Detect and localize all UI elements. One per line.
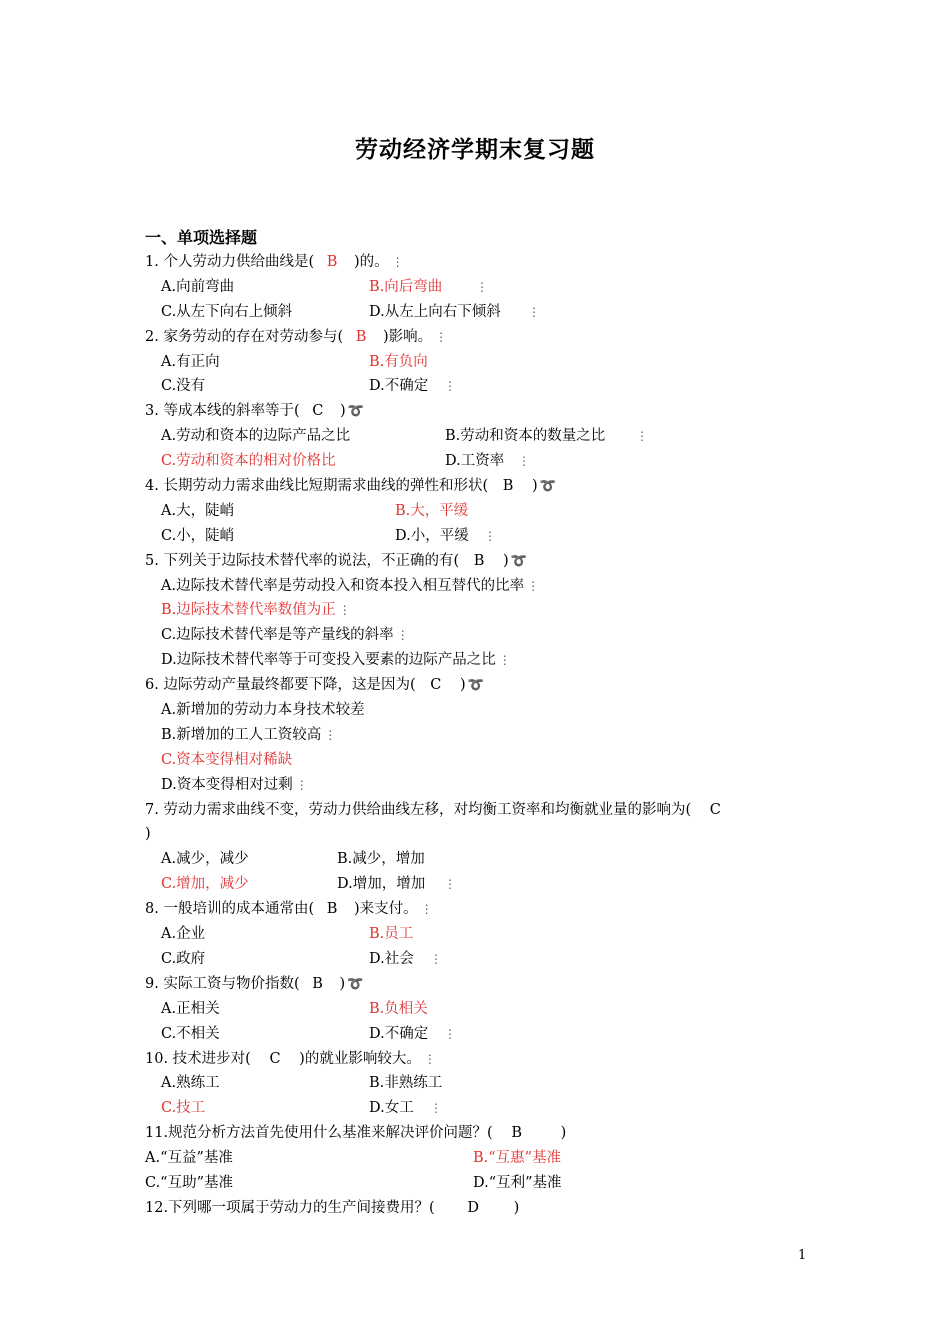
question-tail: ) <box>502 552 509 569</box>
section-heading: 一、单项选择题 <box>145 228 258 247</box>
option-b: B.“互惠”基准 <box>473 1150 562 1167</box>
options-row <box>145 1171 825 1196</box>
paragraph-mark-icon: ⋮ <box>420 902 433 917</box>
question-tail: ) <box>339 403 346 420</box>
paragraph-mark-icon: ⋮ <box>518 454 530 469</box>
link-mark-icon: ➰ <box>510 553 527 569</box>
link-mark-icon: ➰ <box>347 404 364 420</box>
option-b: B.边际技术替代率数值为正 <box>161 602 336 619</box>
options-row <box>145 300 825 325</box>
question-stem: 7. 劳动力需求曲线不变，劳动力供给曲线左移，对均衡工资率和均衡就业量的影响为( <box>145 801 692 818</box>
question-tail: ) <box>459 677 466 694</box>
question-stem: 12.下列哪一项属于劳动力的生产间接费用？( <box>145 1199 435 1216</box>
option-a: A.向前弯曲 <box>161 278 235 295</box>
question-list <box>145 250 825 1221</box>
options-row <box>145 1096 825 1121</box>
options-row <box>145 524 825 549</box>
options-row <box>145 872 825 897</box>
question-12 <box>145 1196 825 1221</box>
paragraph-mark-icon: ⋮ <box>476 279 488 294</box>
answer-letter: B <box>326 254 338 270</box>
options-row <box>145 1022 825 1047</box>
option-c: C.资本变得相对稀缺 <box>161 751 293 768</box>
options-row <box>145 424 825 449</box>
option-c: C.政府 <box>161 950 206 967</box>
option-row <box>145 598 825 623</box>
question-stem: 10. 技术进步对( <box>145 1050 251 1067</box>
question-stem: 3. 等成本线的斜率等于( <box>145 403 300 420</box>
options-row <box>145 1071 825 1096</box>
option-c: C.边际技术替代率是等产量线的斜率 <box>161 627 394 644</box>
paragraph-mark-icon: ⋮ <box>391 255 404 269</box>
question-4 <box>145 474 825 499</box>
option-c: C.不相关 <box>161 1025 220 1042</box>
option-row <box>145 574 825 599</box>
question-tail: )来支付。 <box>353 901 418 918</box>
option-d: D.工资率 <box>445 453 505 470</box>
option-d: D.不确定 <box>369 378 429 395</box>
option-c: C.小，陡峭 <box>161 527 235 544</box>
answer-letter: B <box>312 975 323 992</box>
option-b: B.减少，增加 <box>337 851 425 868</box>
option-row <box>145 648 825 673</box>
answer-letter: B <box>473 552 485 569</box>
question-tail: )的。 <box>353 254 389 270</box>
paragraph-mark-icon: ⋮ <box>528 304 540 319</box>
question-tail: ) <box>531 478 538 495</box>
question-stem: 4. 长期劳动力需求曲线比短期需求曲线的弹性和形状( <box>145 478 489 495</box>
option-a: A.新增加的劳动力本身技术较差 <box>161 702 365 719</box>
options-row <box>145 922 825 947</box>
option-a: A.企业 <box>161 926 206 943</box>
link-mark-icon: ➰ <box>539 479 556 495</box>
link-mark-icon: ➰ <box>347 976 364 992</box>
question-3 <box>145 399 825 424</box>
question-7-continued <box>145 822 825 847</box>
option-d: D.小，平缓 <box>395 527 469 544</box>
option-row <box>145 623 825 648</box>
question-6 <box>145 673 825 698</box>
option-b: B.有负向 <box>369 353 428 370</box>
question-9 <box>145 972 825 997</box>
question-5 <box>145 549 825 574</box>
question-7 <box>145 798 825 823</box>
question-1 <box>145 250 825 275</box>
link-mark-icon: ➰ <box>467 678 484 694</box>
answer-letter: C <box>709 801 721 818</box>
option-d: D.不确定 <box>369 1025 429 1042</box>
paragraph-mark-icon: ⋮ <box>444 877 456 892</box>
option-row <box>145 698 825 723</box>
question-tail: ) <box>145 826 151 843</box>
option-a: A.减少，减少 <box>161 851 249 868</box>
paragraph-mark-icon: ⋮ <box>435 329 448 344</box>
option-d: D.从左上向右下倾斜 <box>369 303 501 320</box>
question-2 <box>145 325 825 350</box>
paragraph-mark-icon: ⋮ <box>396 628 409 643</box>
question-tail: )影响。 <box>382 328 433 345</box>
option-d: D.边际技术替代率等于可变投入要素的边际产品之比 <box>161 652 496 669</box>
option-row <box>145 723 825 748</box>
options-row <box>145 499 825 524</box>
question-10 <box>145 1047 825 1072</box>
answer-letter: C <box>430 677 442 694</box>
page-number: 1 <box>798 1248 807 1263</box>
option-a: A.有正向 <box>161 353 220 370</box>
answer-letter: C <box>312 403 324 420</box>
paragraph-mark-icon: ⋮ <box>636 429 648 444</box>
option-row <box>145 748 825 773</box>
option-a: A.正相关 <box>161 1000 220 1017</box>
question-8 <box>145 897 825 922</box>
question-tail: ) <box>560 1125 567 1142</box>
answer-letter: B <box>326 901 338 918</box>
option-d: D.“互利”基准 <box>473 1174 562 1191</box>
paragraph-mark-icon: ⋮ <box>324 727 337 742</box>
option-a: A.熟练工 <box>161 1075 220 1092</box>
option-d: D.女工 <box>369 1100 414 1117</box>
paragraph-mark-icon: ⋮ <box>444 379 456 394</box>
option-b: B.新增加的工人工资较高 <box>161 726 322 743</box>
option-b: B.劳动和资本的数量之比 <box>445 428 606 445</box>
options-row <box>145 947 825 972</box>
option-b: B.负相关 <box>369 1000 428 1017</box>
paragraph-mark-icon: ⋮ <box>430 1101 442 1116</box>
question-stem: 9. 实际工资与物价指数( <box>145 975 300 992</box>
options-row <box>145 847 825 872</box>
question-stem: 11.规范分析方法首先使用什么基准来解决评价问题？( <box>145 1125 493 1142</box>
option-a: A.劳动和资本的边际产品之比 <box>161 428 351 445</box>
option-a: A.大，陡峭 <box>161 502 235 519</box>
answer-letter: B <box>502 478 514 495</box>
option-c: C.从左下向右上倾斜 <box>161 303 293 320</box>
answer-letter: D <box>467 1199 479 1216</box>
option-c: C.技工 <box>161 1100 206 1117</box>
answer-letter: C <box>269 1050 281 1067</box>
options-row <box>145 374 825 399</box>
option-d: D.增加，增加 <box>337 876 426 893</box>
page-title: 劳动经济学期末复习题 <box>355 137 595 163</box>
option-a: A.“互益”基准 <box>145 1150 233 1167</box>
question-tail: ) <box>339 975 346 992</box>
question-tail: )的就业影响较大。 <box>299 1050 421 1067</box>
question-stem: 8. 一般培训的成本通常由( <box>145 901 315 918</box>
paragraph-mark-icon: ⋮ <box>423 1051 436 1066</box>
option-b: B.非熟练工 <box>369 1075 443 1092</box>
answer-letter: B <box>355 328 367 345</box>
question-stem: 6. 边际劳动产量最终都要下降，这是因为( <box>145 677 416 694</box>
question-11 <box>145 1121 825 1146</box>
paragraph-mark-icon: ⋮ <box>527 578 540 593</box>
options-row <box>145 997 825 1022</box>
options-row <box>145 1146 825 1171</box>
paragraph-mark-icon: ⋮ <box>484 528 496 543</box>
paragraph-mark-icon: ⋮ <box>498 653 511 668</box>
option-b: B.向后弯曲 <box>369 278 443 295</box>
question-stem: 1. 个人劳动力供给曲线是( <box>145 254 315 270</box>
option-b: B.大，平缓 <box>395 502 469 519</box>
options-row <box>145 350 825 375</box>
option-d: D.社会 <box>369 950 414 967</box>
question-stem: 5. 下列关于边际技术替代率的说法，不正确的有( <box>145 552 460 569</box>
option-b: B.员工 <box>369 926 414 943</box>
option-c: C.劳动和资本的相对价格比 <box>161 453 336 470</box>
option-c: C.没有 <box>161 378 206 395</box>
option-d: D.资本变得相对过剩 <box>161 776 293 793</box>
options-row <box>145 449 825 474</box>
options-row <box>145 275 825 300</box>
question-stem: 2. 家务劳动的存在对劳动参与( <box>145 328 344 345</box>
option-a: A.边际技术替代率是劳动投入和资本投入相互替代的比率 <box>161 577 525 594</box>
paragraph-mark-icon: ⋮ <box>444 1026 456 1041</box>
answer-letter: B <box>511 1125 522 1142</box>
paragraph-mark-icon: ⋮ <box>430 951 442 966</box>
paragraph-mark-icon: ⋮ <box>338 603 351 618</box>
option-row <box>145 773 825 798</box>
question-tail: ) <box>513 1199 520 1216</box>
paragraph-mark-icon: ⋮ <box>295 777 308 792</box>
option-c: C.增加，减少 <box>161 876 249 893</box>
option-c: C.“互助”基准 <box>145 1174 234 1191</box>
